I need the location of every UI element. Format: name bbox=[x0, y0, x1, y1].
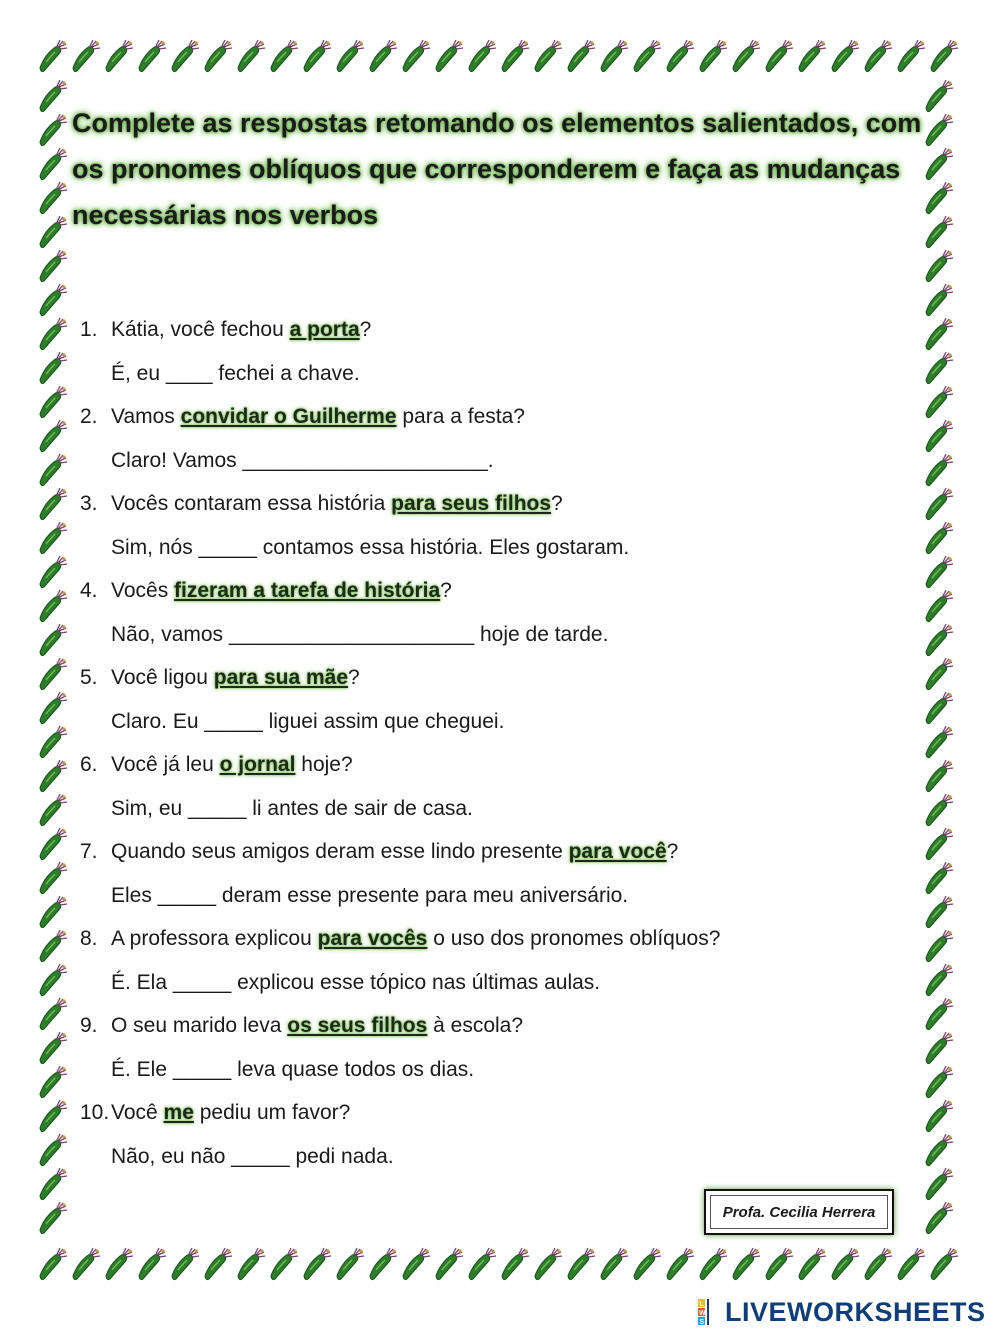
highlighted-element: fizeram a tarefa de história bbox=[174, 579, 441, 602]
question-text: para a festa? bbox=[396, 405, 525, 428]
highlighted-element: me bbox=[163, 1101, 194, 1124]
question-9 bbox=[80, 1004, 920, 1048]
question-number: 8. bbox=[80, 927, 98, 950]
decorative-border-left bbox=[38, 80, 72, 1245]
highlighted-element: o jornal bbox=[219, 753, 296, 776]
pickle-icon-row bbox=[38, 38, 963, 78]
answer-line-6: Sim, eu _____ li antes de sair de casa. bbox=[111, 796, 473, 820]
answer-line-7: Eles _____ deram esse presente para meu aniversário. bbox=[111, 883, 629, 907]
liveworksheets-logo[interactable] bbox=[697, 1293, 986, 1331]
question-3 bbox=[80, 482, 920, 526]
question-list bbox=[80, 308, 920, 1178]
highlighted-element: para seus filhos bbox=[391, 492, 552, 515]
pickle-icon-row bbox=[38, 1244, 963, 1286]
decorative-border-right bbox=[924, 80, 958, 1245]
answer-line-5: Claro. Eu _____ liguei assim que cheguei. bbox=[111, 709, 505, 733]
pickle-icon-column bbox=[38, 80, 72, 1245]
question-text: Você já leu bbox=[111, 753, 220, 776]
worksheet-title: Complete as respostas retomando os elementos salientados, com os pronomes oblíquos que corresponderem e faça as mudanças necessárias nos verbos bbox=[72, 108, 922, 230]
answer-line-10: Não, eu não _____ pedi nada. bbox=[111, 1144, 394, 1168]
question-number: 9. bbox=[80, 1014, 98, 1037]
question-1 bbox=[80, 308, 920, 352]
question-text: à escola? bbox=[427, 1014, 524, 1037]
highlighted-element: para vocês bbox=[317, 927, 428, 950]
question-number: 4. bbox=[80, 579, 98, 602]
decorative-border-top bbox=[38, 38, 963, 78]
author-name: Profa. Cecilia Herrera bbox=[722, 1203, 876, 1221]
question-number: 3. bbox=[80, 492, 98, 515]
question-text: A professora explicou bbox=[111, 927, 318, 950]
pickle-icon-column bbox=[924, 80, 958, 1245]
question-number: 5. bbox=[80, 666, 98, 689]
question-text: Você ligou bbox=[111, 666, 214, 689]
question-text: ? bbox=[551, 492, 563, 515]
question-text: ? bbox=[348, 666, 360, 689]
question-text: ? bbox=[359, 318, 372, 341]
highlighted-element: a porta bbox=[289, 318, 360, 341]
svg-text:L: L bbox=[699, 1301, 704, 1308]
question-text: pediu um favor? bbox=[193, 1101, 351, 1124]
question-7 bbox=[80, 830, 920, 874]
question-text: ? bbox=[440, 579, 452, 602]
question-text: Você bbox=[111, 1101, 164, 1124]
highlighted-element: para você bbox=[568, 840, 667, 863]
author-signature-box bbox=[704, 1189, 894, 1235]
question-text: Vocês contaram essa história bbox=[111, 492, 392, 515]
highlighted-element: convidar o Guilherme bbox=[180, 405, 397, 428]
liveworksheets-mark-icon bbox=[697, 1298, 721, 1326]
answer-line-4: Não, vamos _____________________ hoje de tarde. bbox=[111, 622, 609, 646]
question-number: 2. bbox=[80, 405, 98, 428]
question-number: 6. bbox=[80, 753, 98, 776]
answer-line-2: Claro! Vamos _____________________. bbox=[111, 448, 494, 472]
question-5 bbox=[80, 656, 920, 700]
question-text: ? bbox=[666, 840, 679, 863]
question-10 bbox=[80, 1091, 920, 1135]
question-number: 7. bbox=[80, 840, 98, 863]
question-text: hoje? bbox=[295, 753, 353, 776]
liveworksheets-wordmark: LIVEWORKSHEETS bbox=[725, 1296, 986, 1327]
question-text: Quando seus amigos deram esse lindo presente bbox=[111, 840, 569, 863]
question-number: 10. bbox=[80, 1101, 110, 1124]
question-text: O seu marido leva bbox=[111, 1014, 288, 1037]
answer-line-1: É, eu ____ fechei a chave. bbox=[111, 361, 360, 385]
highlighted-element: os seus filhos bbox=[287, 1014, 428, 1037]
answer-line-3: Sim, nós _____ contamos essa história. Eles gostaram. bbox=[111, 535, 630, 559]
highlighted-element: para sua mãe bbox=[213, 666, 348, 689]
question-text: o uso dos pronomes oblíquos? bbox=[427, 927, 721, 950]
answer-line-8: É. Ela _____ explicou esse tópico nas últimas aulas. bbox=[111, 970, 601, 994]
question-2 bbox=[80, 395, 920, 439]
svg-text:S: S bbox=[699, 1319, 705, 1326]
question-text: Vamos bbox=[111, 405, 181, 428]
decorative-border-bottom bbox=[38, 1244, 963, 1286]
question-4 bbox=[80, 569, 920, 613]
question-text: Vocês bbox=[111, 579, 175, 602]
question-number: 1. bbox=[80, 318, 98, 341]
question-8 bbox=[80, 917, 920, 961]
question-text: Kátia, você fechou bbox=[111, 318, 290, 341]
question-6 bbox=[80, 743, 920, 787]
answer-line-9: É. Ele _____ leva quase todos os dias. bbox=[111, 1057, 475, 1081]
svg-text:W: W bbox=[699, 1310, 706, 1317]
